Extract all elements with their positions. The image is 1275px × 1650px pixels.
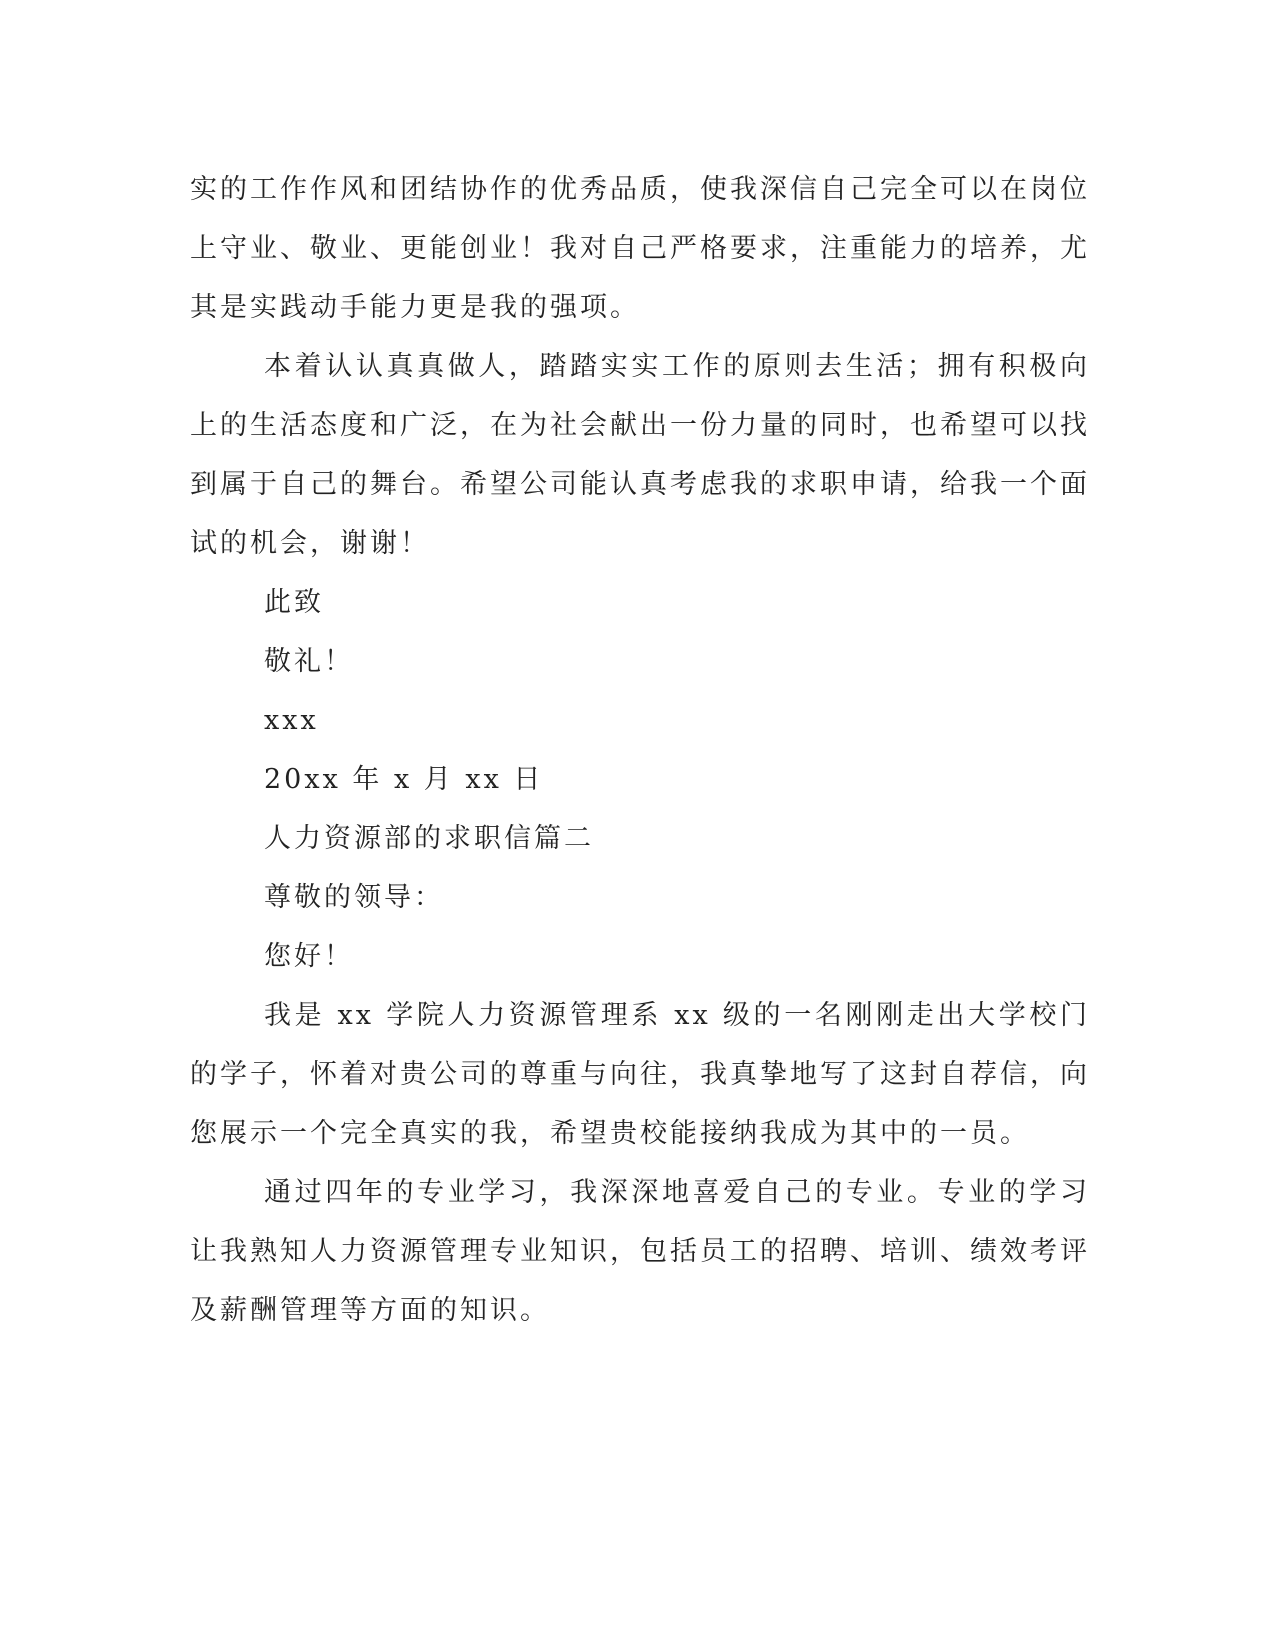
paragraph-principles: 本着认认真真做人，踏踏实实工作的原则去生活；拥有积极向上的生活态度和广泛，在为社会献出一份力量的同时，也希望可以找到属于自己的舞台。希望公司能认真考虑我的求职申请，给我一个面试的机会，谢谢！ (190, 351, 1090, 559)
signature: xxx (264, 705, 319, 736)
paragraph-continued: 实的工作作风和团结协作的优秀品质，使我深信自己完全可以在岗位上守业、敬业、更能创业！我对自己严格要求，注重能力的培养，尤其是实践动手能力更是我的强项。 (190, 174, 1090, 323)
letter-body (190, 160, 1090, 1340)
greeting: 您好！ (264, 941, 354, 972)
letter-date: 20xx 年 x 月 xx 日 (264, 764, 544, 795)
section-title: 人力资源部的求职信篇二 (264, 823, 594, 854)
paragraph-introduction: 我是 xx 学院人力资源管理系 xx 级的一名刚刚走出大学校门的学子，怀着对贵公司的尊重与向往，我真挚地写了这封自荐信，向您展示一个完全真实的我，希望贵校能接纳我成为其中的一员。 (190, 1000, 1090, 1149)
closing-phrase: 此致 (264, 587, 324, 618)
closing-salute: 敬礼！ (264, 646, 354, 677)
salutation: 尊敬的领导： (264, 882, 444, 913)
paragraph-studies: 通过四年的专业学习，我深深地喜爱自己的专业。专业的学习让我熟知人力资源管理专业知识，包括员工的招聘、培训、绩效考评及薪酬管理等方面的知识。 (190, 1177, 1090, 1326)
